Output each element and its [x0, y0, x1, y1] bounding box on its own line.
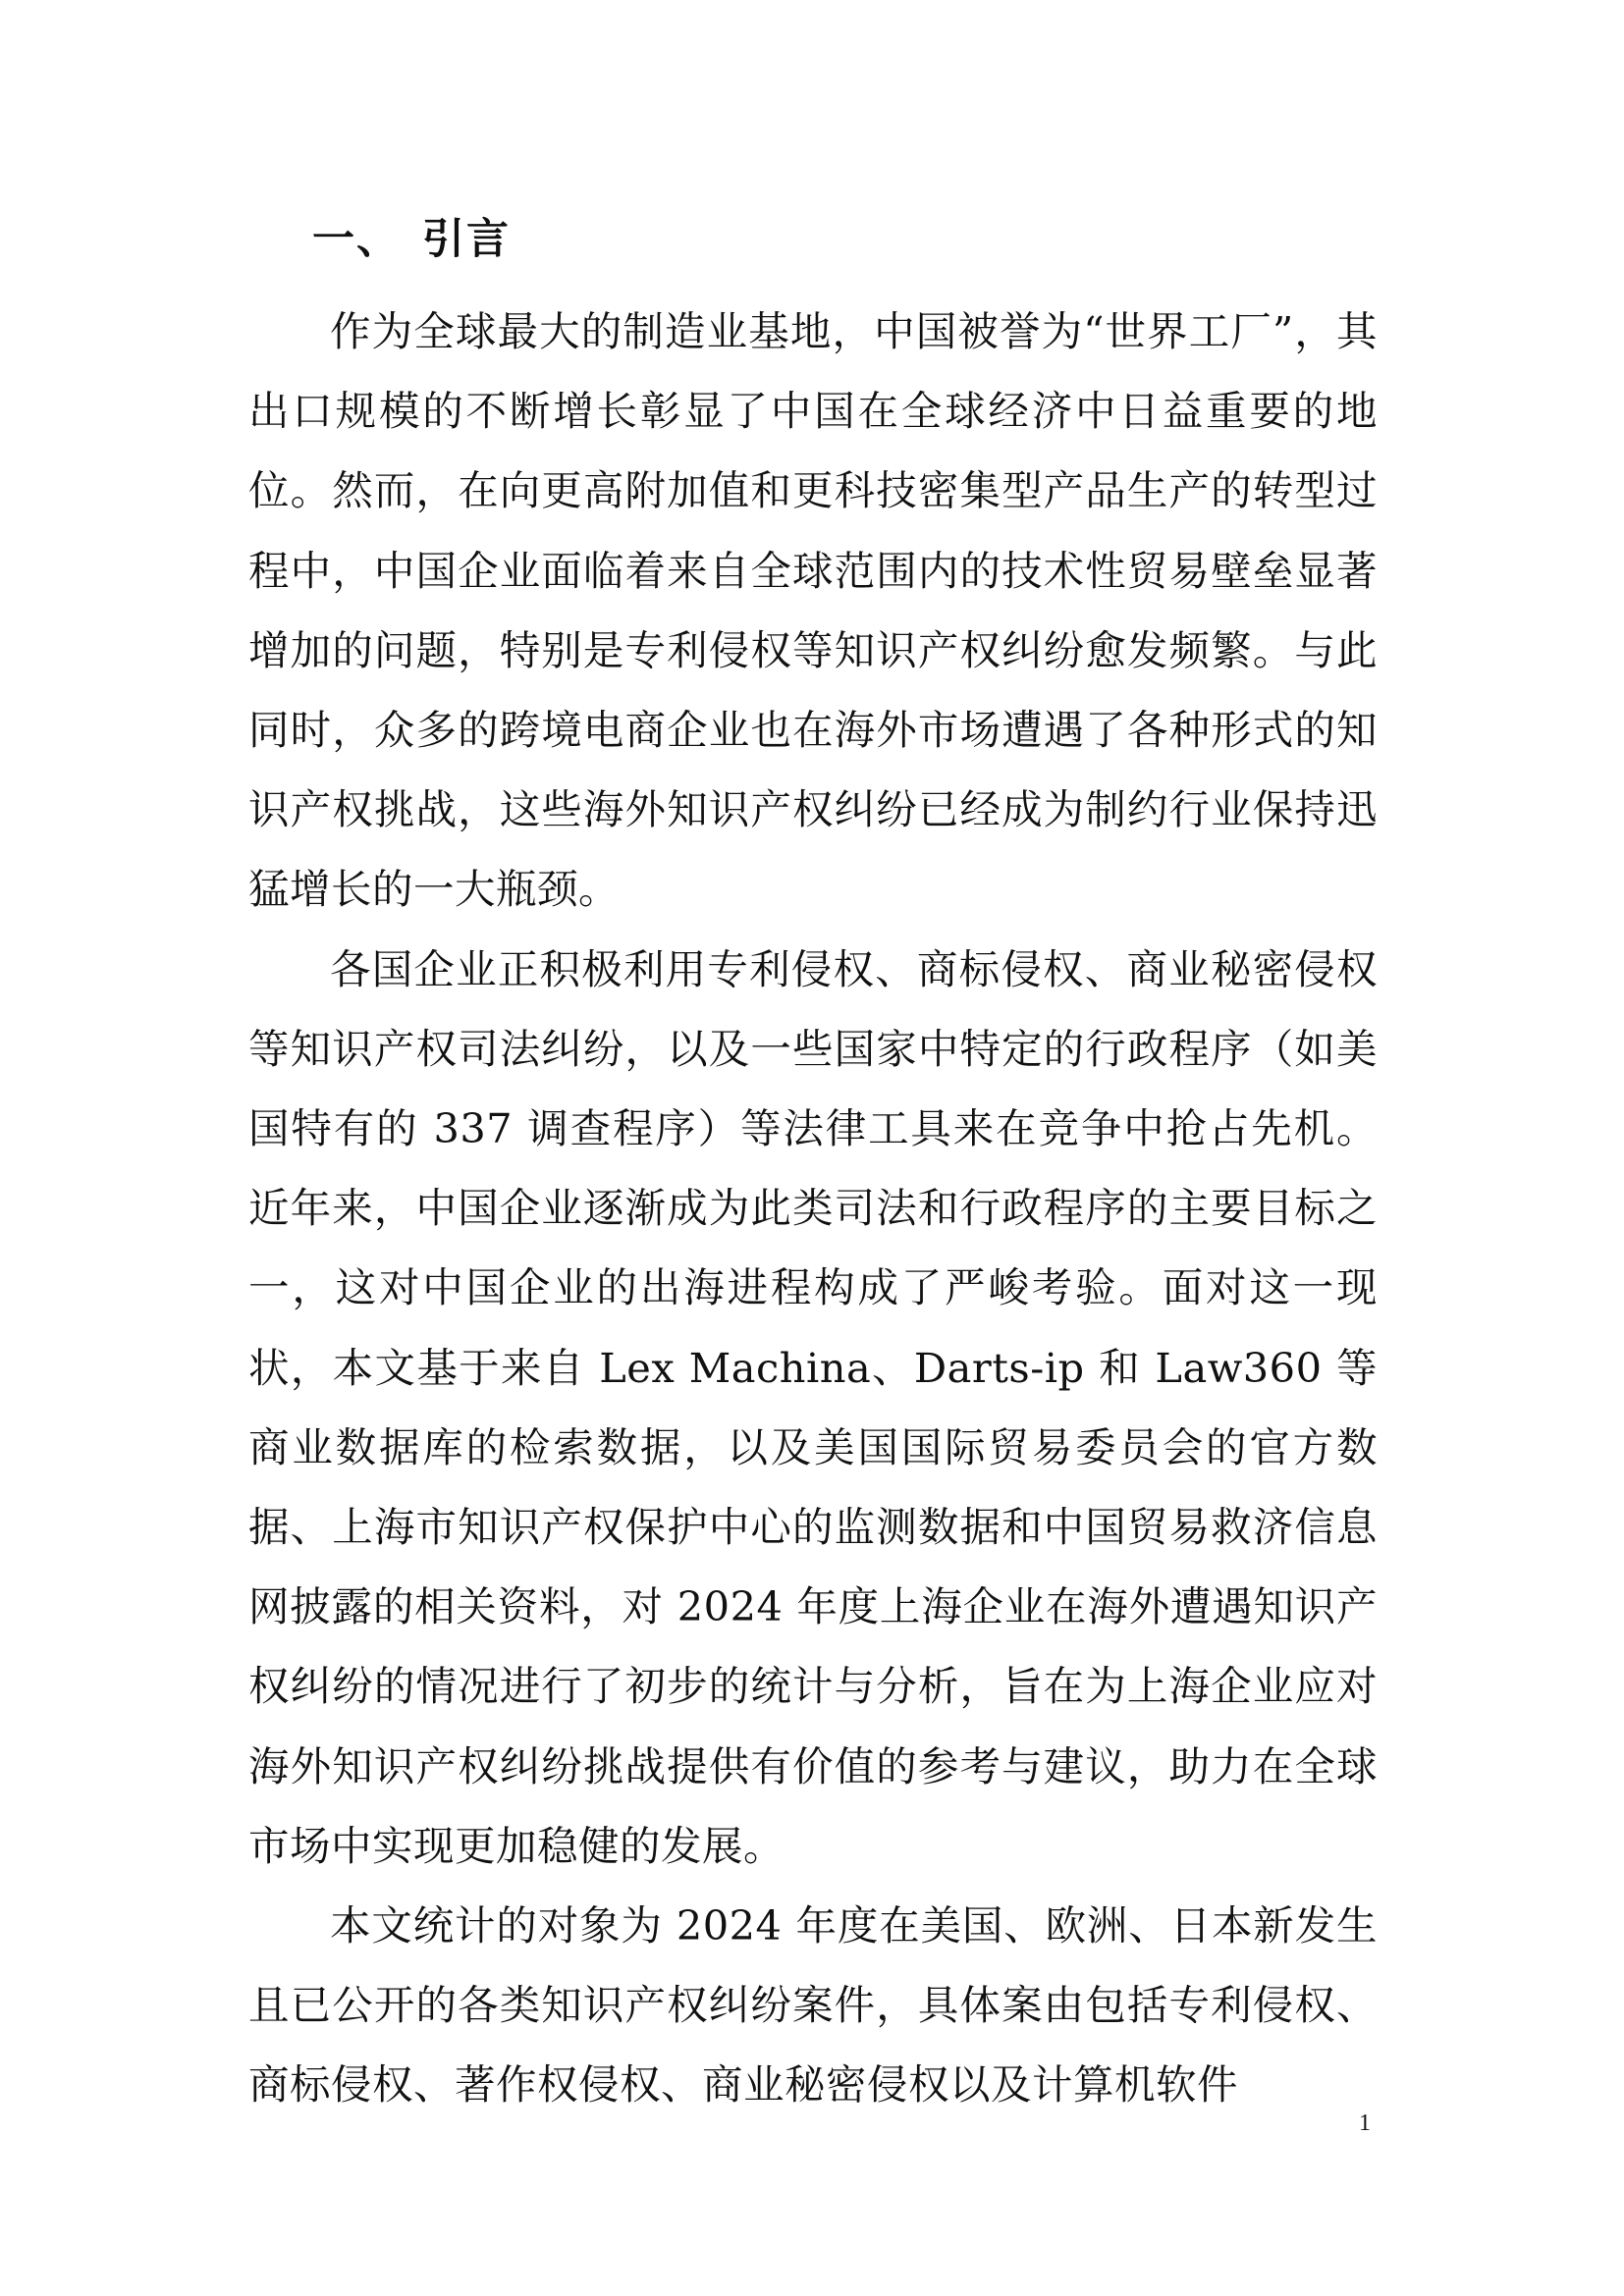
body-text [248, 292, 1378, 2125]
paragraph-legal-tools: 各国企业正积极利用专利侵权、商标侵权、商业秘密侵权等知识产权司法纠纷，以及一些国家中特定的行政程序（如美国特有的 337 调查程序）等法律工具来在竞争中抢占先机。近年来，中国企业逐渐成为此类司法和行政程序的主要目标之一，这对中国企业的出海进程构成了严峻考验。面对这一现状，本文基于来自 Lex Machina、Darts-ip 和 Law360 等商业数据库的检索数据，以及美国国际贸易委员会的官方数据、上海市知识产权保护中心的监测数据和中国贸易救济信息网披露的相关资料，对 2024 年度上海企业在海外遭遇知识产权纠纷的情况进行了初步的统计与分析，旨在为上海企业应对海外知识产权纠纷挑战提供有价值的参考与建议，助力在全球市场中实现更加稳健的发展。 [248, 944, 1378, 1870]
paragraph-intro: 作为全球最大的制造业基地，中国被誉为“世界工厂”，其出口规模的不断增长彰显了中国在全球经济中日益重要的地位。然而，在向更高附加值和更科技密集型产品生产的转型过程中，中国企业面临着来自全球范围内的技术性贸易壁垒显著增加的问题，特别是专利侵权等知识产权纠纷愈发频繁。与此同时，众多的跨境电商企业也在海外市场遭遇了各种形式的知识产权挑战，这些海外知识产权纠纷已经成为制约行业保持迅猛增长的一大瓶颈。 [248, 307, 1378, 914]
section-heading [312, 208, 511, 271]
section-title: 引言 [422, 215, 511, 264]
paragraph-scope: 本文统计的对象为 2024 年度在美国、欧洲、日本新发生且已公开的各类知识产权纠纷案件，具体案由包括专利侵权、商标侵权、著作权侵权、商业秘密侵权以及计算机软件 [248, 1901, 1378, 2109]
section-number: 一、 [312, 215, 401, 264]
page-number: 1 [1359, 2110, 1371, 2136]
